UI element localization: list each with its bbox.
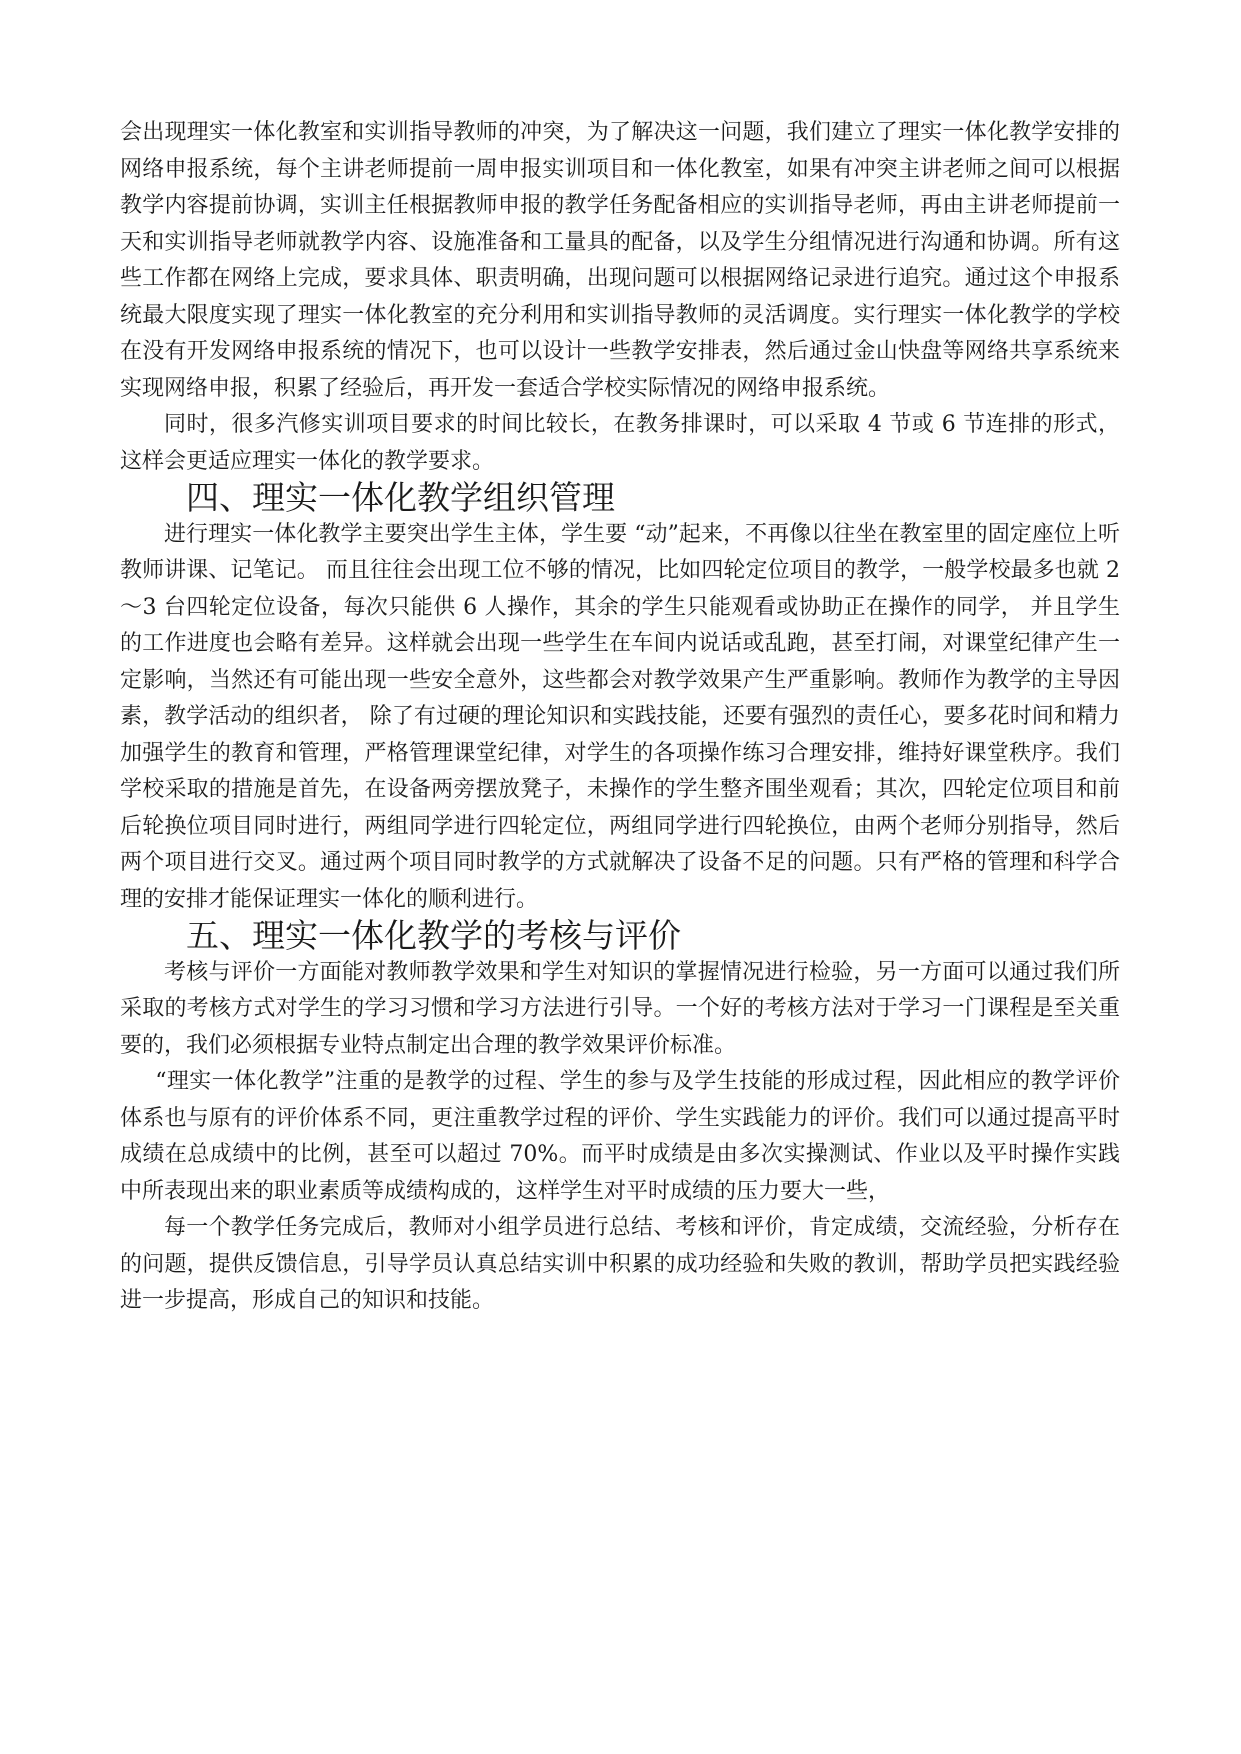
paragraph-feedback: 每一个教学任务完成后，教师对小组学员进行总结、考核和评价，肯定成绩，交流经验，分析存在的问题，提供反馈信息，引导学员认真总结实训中积累的成功经验和失败的教训，帮助学员把实践经验进一步提高，形成自己的知识和技能。	[120, 1215, 1120, 1313]
paragraph-scheduling: 同时，很多汽修实训项目要求的时间比较长，在教务排课时，可以采取 4 节或 6 节连排的形式，这样会更适应理实一体化的教学要求。	[120, 412, 1120, 474]
section-heading-organization: 四、理实一体化教学组织管理	[186, 478, 615, 517]
paragraph-assessment-system: “理实一体化教学”注重的是教学的过程、学生的参与及学生技能的形成过程，因此相应的教学评价体系也与原有的评价体系不同，更注重教学过程的评价、学生实践能力的评价。我们可以通过提高平时成绩在总成绩中的比例，甚至可以超过 70%。而平时成绩是由多次实操测试、作业以及平时操作实践中所表现出来的职业素质等成绩构成的，这样学生对平时成绩的压力要大一些，	[120, 1069, 1120, 1204]
section-heading-assessment: 五、理实一体化教学的考核与评价	[186, 916, 681, 955]
paragraph-organization: 进行理实一体化教学主要突出学生主体，学生要 “动”起来，不再像以往坐在教室里的固定座位上听教师讲课、记笔记。 而且往往会出现工位不够的情况，比如四轮定位项目的教学，一般学校最多也就 2～3 台四轮定位设备，每次只能供 6 人操作，其余的学生只能观看或协助正在操作的同学， 并且学生的工作进度也会略有差异。这样就会出现一些学生在车间内说话或乱跑，甚至打闹，对课堂纪律产生一定影响，当然还有可能出现一些安全意外，这些都会对教学效果产生严重影响。教师作为教学的主导因素，教学活动的组织者， 除了有过硬的理论知识和实践技能，还要有强烈的责任心，要多花时间和精力加强学生的教育和管理，严格管理课堂纪律，对学生的各项操作练习合理安排，维持好课堂秩序。我们学校采取的措施是首先，在设备两旁摆放凳子，未操作的学生整齐围坐观看；其次，四轮定位项目和前后轮换位项目同时进行，两组同学进行四轮定位，两组同学进行四轮换位，由两个老师分别指导，然后两个项目进行交叉。通过两个项目同时教学的方式就解决了设备不足的问题。只有严格的管理和科学合理的安排才能保证理实一体化的顺利进行。	[120, 521, 1120, 912]
paragraph-network-system: 会出现理实一体化教室和实训指导教师的冲突，为了解决这一问题，我们建立了理实一体化教学安排的网络申报系统，每个主讲老师提前一周申报实训项目和一体化教室，如果有冲突主讲老师之间可以根据教学内容提前协调，实训主任根据教师申报的教学任务配备相应的实训指导老师，再由主讲老师提前一天和实训指导老师就教学内容、设施准备和工量具的配备，以及学生分组情况进行沟通和协调。所有这些工作都在网络上完成，要求具体、职责明确，出现问题可以根据网络记录进行追究。通过这个申报系统最大限度实现了理实一体化教室的充分利用和实训指导教师的灵活调度。实行理实一体化教学的学校在没有开发网络申报系统的情况下，也可以设计一些教学安排表，然后通过金山快盘等网络共享系统来实现网络申报，积累了经验后，再开发一套适合学校实际情况的网络申报系统。	[120, 120, 1120, 401]
paragraph-assessment-intro: 考核与评价一方面能对教师教学效果和学生对知识的掌握情况进行检验，另一方面可以通过我们所采取的考核方式对学生的学习习惯和学习方法进行引导。一个好的考核方法对于学习一门课程是至关重要的，我们必须根据专业特点制定出合理的教学效果评价标准。	[120, 959, 1120, 1058]
document-page	[120, 115, 1120, 1320]
